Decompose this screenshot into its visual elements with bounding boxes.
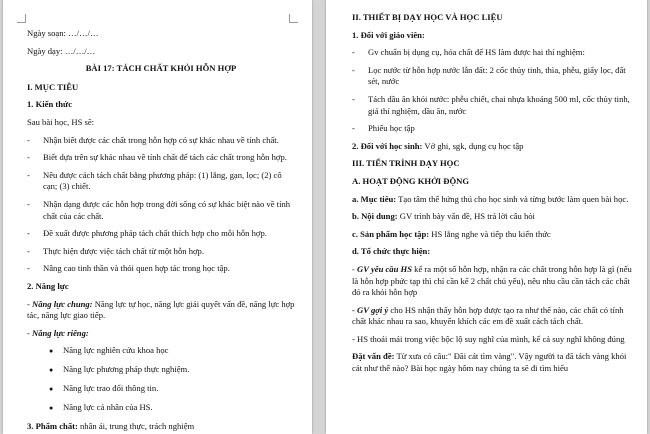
bullet-icon: ● <box>49 366 54 375</box>
content-line: b. Nội dung: GV trình bày vấn đề, HS trả lời câu hỏi <box>352 211 535 222</box>
general-competency: - Năng lực chung: Năng lực tự học, năng lực giải quyết vấn đề, năng lực hợp tác, năng lực giao tiếp. <box>27 298 295 321</box>
subsection-heading: 2. Năng lực <box>27 280 69 291</box>
list-item: - Lọc nước từ hỗn hợp nước lẫn đất: 2 cốc thủy tinh, thìa, phễu, giấy lọc, đất sét, nước <box>352 64 626 87</box>
lesson-title: BÀI 17: TÁCH CHẤT KHỎI HỖN HỢP <box>85 63 237 74</box>
subsection-heading: 1. Đối với giáo viên: <box>352 29 425 40</box>
teacher-request: - GV yêu cầu HS kể ra một số hỗn hợp, nhận ra các chất trong hỗn hợp là gì (nếu là hỗn hợp phức tạp thì chỉ cần kể 2 chất chủ yếu), nêu nhu cầu cần tách các chất đó ra khỏi hỗn hợp <box>352 263 632 298</box>
margin-corner-mark <box>289 14 298 23</box>
teacher-hint: - GV gợi ý cho HS nhận thấy hỗn hợp được tạo ra như thế nào, các chất có tính chất khác nhau ra sao, khuyến khích các em đề xuất cách tách chất. <box>352 304 624 327</box>
list-item: - Nhận dạng được các hỗn hợp trong đời sống có sự khác biệt nào về tính chất của các chất. <box>27 198 291 221</box>
document-page-right <box>326 0 647 434</box>
section-heading: I. MỤC TIÊU <box>27 81 79 92</box>
margin-corner-mark <box>17 14 26 23</box>
section-heading: II. THIẾT BỊ DẠY HỌC VÀ HỌC LIỆU <box>352 12 503 22</box>
document-page-left <box>3 0 312 434</box>
list-item: - Nâng cao tinh thần và thói quen hợp tác trong học tập. <box>27 263 230 274</box>
prep-date: Ngày soạn: …/…/… <box>27 28 99 38</box>
list-item: - Thực hiện được việc tách chất từ một hỗn hợp. <box>27 245 204 256</box>
list-item: ● Năng lực nghiên cứu khoa học <box>49 345 169 356</box>
list-item: - Gv chuẩn bị dụng cụ, hóa chất để HS làm được hai thí nghiệm: <box>352 47 585 58</box>
organization-heading: d. Tổ chức thực hiện: <box>352 246 431 257</box>
list-item: - Nhận biết được các chất trong hỗn hợp có sự khác nhau về tính chất. <box>27 134 279 145</box>
list-item: - Biết dựa trên sự khác nhau về tính chất để tách các chất trong hỗn hợp. <box>27 152 287 163</box>
teach-date: Ngày dạy: …/…/… <box>27 45 96 56</box>
subsection-heading: 1. Kiến thức <box>27 99 73 110</box>
student-note: - HS thoải mái trong việc bộc lộ suy nghĩ của mình, kể cả suy nghĩ không đúng <box>352 333 625 344</box>
student-materials: 2. Đối với học sinh: Vở ghi, sgk, dụng cụ học tập <box>352 140 524 151</box>
list-item: ● Năng lực phương pháp thực nghiệm. <box>49 364 190 375</box>
intro-text: Sau bài học, HS sẽ: <box>27 116 95 127</box>
list-item: - Đề xuất được phương pháp tách chất thích hợp cho mỗi hỗn hợp. <box>27 228 267 239</box>
bullet-icon: ● <box>49 347 54 356</box>
bullet-icon: ● <box>49 385 54 394</box>
section-heading: III. TIẾN TRÌNH DẠY HỌC <box>352 158 460 169</box>
list-item: - Phiếu học tập <box>352 123 415 134</box>
specific-competency-label: - Năng lực riêng: <box>27 327 89 338</box>
objective: a. Mục tiêu: Tạo tâm thế hứng thú cho học sinh và từng bước làm quen bài học. <box>352 193 629 204</box>
product-line: c. Sản phẩm học tập: HS lắng nghe và tiếp thu kiến thức <box>352 228 551 239</box>
list-item: - Tách dầu ăn khỏi nước: phễu chiết, chai nhựa khoảng 500 ml, cốc thủy tinh, giá thí nghiệm, dầu ăn, nước <box>352 93 630 116</box>
list-item: ● Năng lực trao đổi thông tin. <box>49 383 159 394</box>
problem-statement: Đặt vấn đề: Từ xưa có câu:" Đãi cát tìm vàng". Vậy người ta đã tách vàng khỏi cát như thế nào? Bài học ngày hôm nay chúng ta sẽ đi tìm hiểu <box>352 351 627 374</box>
qualities: 3. Phẩm chất: nhân ái, trung thực, trách nghiệm <box>27 421 195 432</box>
list-item: ● Năng lực cá nhân của HS. <box>49 402 153 413</box>
list-item: - Nêu được cách tách chất bằng phương pháp: (1) lắng, gạn, lọc; (2) cô cạn; (3) chiết. <box>27 169 282 192</box>
activity-heading: A. HOẠT ĐỘNG KHỞI ĐỘNG <box>352 175 470 186</box>
page-right-content <box>352 12 632 381</box>
page-left-content <box>27 28 295 434</box>
bullet-icon: ● <box>49 404 54 413</box>
